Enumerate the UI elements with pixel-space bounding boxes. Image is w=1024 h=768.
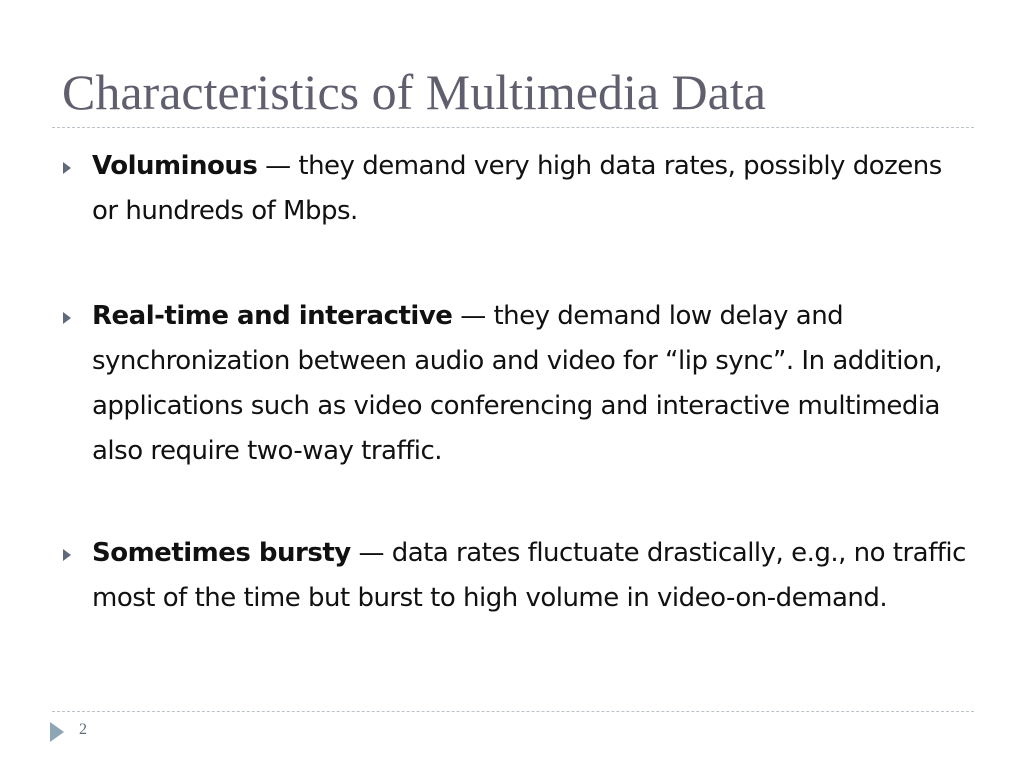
bullet-text: — they demand very high data rates, possibly dozens or hundreds of Mbps. — [92, 151, 942, 226]
bullet-triangle-icon — [63, 312, 71, 324]
bullet-text: — data rates fluctuate drastically, e.g., no traffic most of the time but burst to high volume in video-on-demand. — [92, 538, 966, 613]
slide-title: Characteristics of Multimedia Data — [62, 64, 766, 120]
title-divider — [52, 127, 974, 128]
footer-triangle-icon — [50, 722, 64, 742]
bullet-text: — they demand low delay and synchronization between audio and video for “lip sync”. In addition, applications such as video conferencing and interactive multimedia also require two-way traffic. — [92, 301, 943, 466]
bullet-triangle-icon — [63, 549, 71, 561]
bullet-term: Real-time and interactive — [92, 301, 453, 331]
page-number: 2 — [79, 721, 87, 738]
bullet-triangle-icon — [63, 162, 71, 174]
footer-divider — [52, 711, 974, 712]
bullet-item — [92, 294, 972, 474]
bullet-item — [92, 144, 972, 234]
bullet-term: Voluminous — [92, 151, 258, 181]
bullet-term: Sometimes bursty — [92, 538, 351, 568]
bullet-item — [92, 531, 972, 621]
